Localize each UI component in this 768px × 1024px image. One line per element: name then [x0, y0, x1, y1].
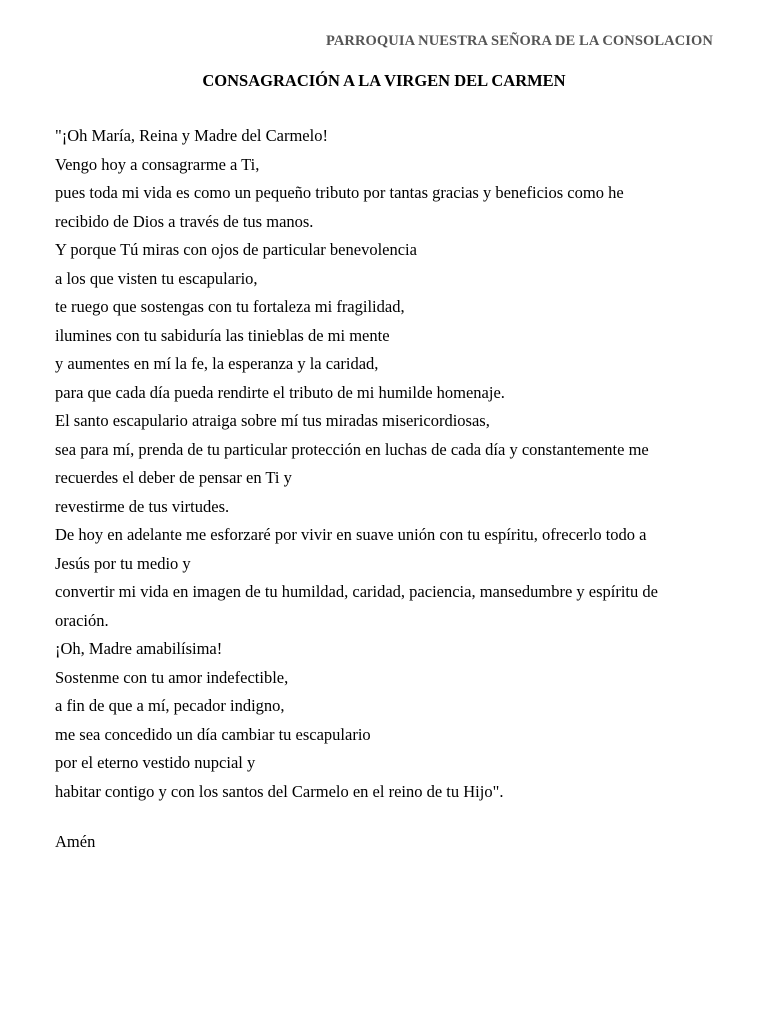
prayer-line: El santo escapulario atraiga sobre mí tus miradas misericordiosas, — [55, 411, 490, 430]
prayer-line: Sostenme con tu amor indefectible, — [55, 667, 289, 687]
closing-amen: Amén — [55, 832, 96, 851]
document-title: CONSAGRACIÓN A LA VIRGEN DEL CARMEN — [202, 71, 566, 90]
prayer-line: oración. — [55, 610, 109, 630]
prayer-line: revestirme de tus virtudes. — [55, 496, 230, 516]
prayer-line: Y porque Tú miras con ojos de particular benevolencia — [55, 240, 417, 259]
prayer-line: a fin de que a mí, pecador indigno, — [55, 696, 285, 715]
prayer-line: me sea concedido un día cambiar tu escapulario — [55, 724, 371, 744]
prayer-line: ¡Oh, Madre amabilísima! — [55, 639, 223, 658]
prayer-line: por el eterno vestido nupcial y — [55, 753, 256, 772]
prayer-line: De hoy en adelante me esforzaré por vivir en suave unión con tu espíritu, ofrecerlo todo a — [55, 525, 647, 544]
prayer-line: convertir mi vida en imagen de tu humildad, caridad, paciencia, mansedumbre y espíritu de — [55, 582, 658, 601]
prayer-body — [55, 122, 735, 806]
prayer-line: ilumines con tu sabiduría las tinieblas de mi mente — [55, 325, 390, 345]
prayer-line: te ruego que sostengas con tu fortaleza mi fragilidad, — [55, 297, 405, 316]
prayer-line: habitar contigo y con los santos del Carmelo en el reino de tu Hijo". — [55, 781, 504, 801]
parish-header: PARROQUIA NUESTRA SEÑORA DE LA CONSOLACION — [325, 33, 713, 49]
prayer-line: para que cada día pueda rendirte el tributo de mi humilde homenaje. — [55, 382, 505, 402]
prayer-line: pues toda mi vida es como un pequeño tributo por tantas gracias y beneficios como he — [55, 183, 624, 202]
prayer-line: Vengo hoy a consagrarme a Ti, — [55, 154, 260, 174]
prayer-line: sea para mí, prenda de tu particular protección en luchas de cada día y constantemente me — [55, 439, 649, 459]
prayer-line: "¡Oh María, Reina y Madre del Carmelo! — [55, 126, 328, 145]
prayer-line: y aumentes en mí la fe, la esperanza y la caridad, — [55, 354, 379, 373]
prayer-line: Jesús por tu medio y — [55, 553, 191, 573]
prayer-line: recibido de Dios a través de tus manos. — [55, 211, 314, 231]
prayer-line: a los que visten tu escapulario, — [55, 268, 258, 288]
prayer-line: recuerdes el deber de pensar en Ti y — [55, 468, 292, 487]
